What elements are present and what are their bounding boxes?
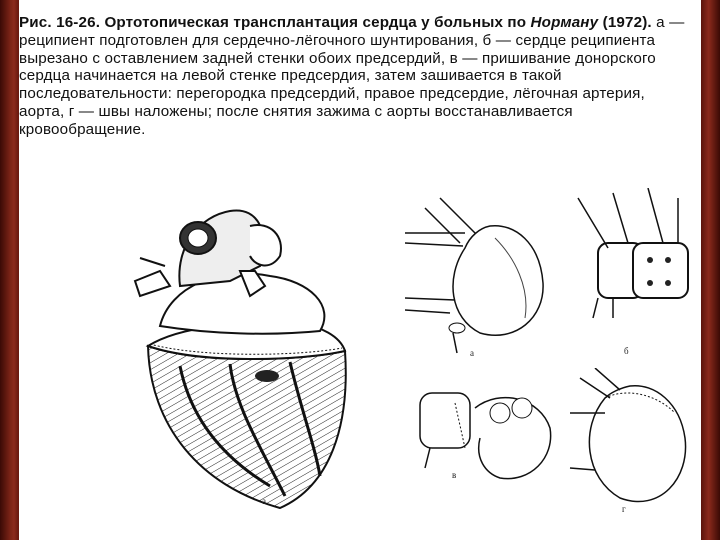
caption-author: Норману: [530, 14, 599, 31]
caption-body: а — реципиент подготовлен для сердечно-лёгочного шунтирования, б — сердце реципиента вырезано с оставлением задней стенки обоих предсердий, в — пришивание донорского сердца начинается на левой стенке предсердия, затем зашивается в такой последовательности: перегородка предсердий, правое предсердие, лёгочная артерия, аорта, г — швы наложены; после снятия зажима с аорты восстанавливается кровообращение.: [19, 14, 685, 138]
panel-v-illustration: [410, 368, 560, 508]
panel-a-illustration: [405, 188, 555, 358]
panel-g-label: г: [622, 504, 626, 514]
caption-year: (1972).: [602, 14, 652, 31]
panel-b-label: б: [624, 346, 629, 356]
caption-title: Ортотопическая трансплантация сердца у больных по: [104, 14, 527, 31]
panel-b-illustration: [568, 188, 693, 358]
panel-g-illustration: [565, 368, 695, 518]
caption-label: Рис. 16-26.: [19, 14, 101, 31]
panel-a-label: а: [470, 348, 474, 358]
large-heart-illustration: [120, 186, 400, 518]
slide-right-border: [701, 0, 720, 540]
svg-text:а: а: [262, 496, 266, 506]
panel-v-label: в: [452, 470, 457, 480]
figure-caption: [19, 14, 689, 139]
